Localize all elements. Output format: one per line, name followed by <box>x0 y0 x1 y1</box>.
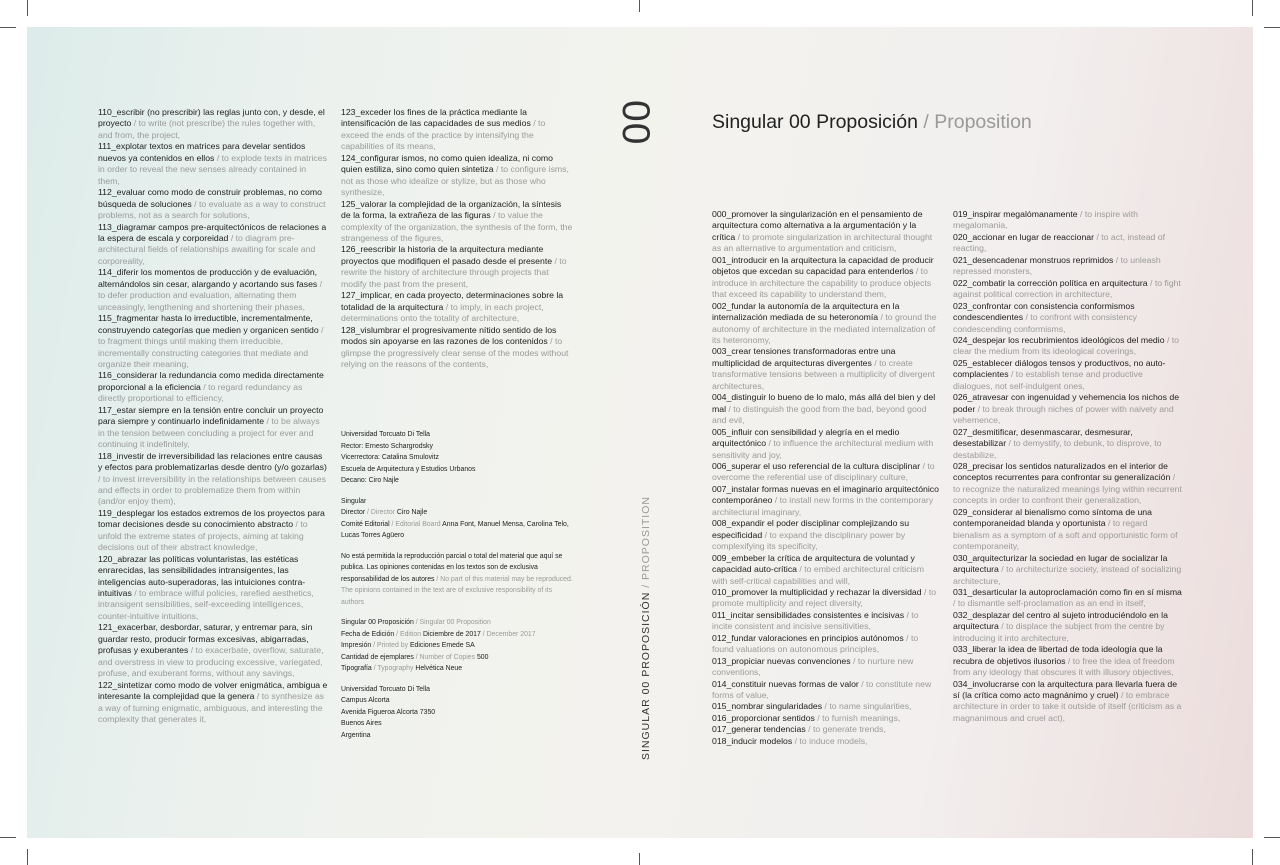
manifesto-entry <box>712 610 940 633</box>
page-title <box>712 111 1032 134</box>
entry-text-en: / to ground the autonomy of architecture in the mediated internalization of its heteronomy, <box>712 312 937 345</box>
entry-text-en: / to distinguish the good from the bad, beyond good and evil, <box>712 403 927 426</box>
entry-text-en: / to unfold the extreme states of projects, aiming at taking decisions out of their abstract knowledge, <box>98 519 308 553</box>
manifesto-entry <box>341 325 573 371</box>
manifesto-entry <box>712 724 940 735</box>
column-2 <box>341 107 573 370</box>
credit-label-en: / Typography <box>371 665 414 672</box>
entry-text-es: 020_accionar en lugar de reaccionar <box>953 231 1095 242</box>
manifesto-entry <box>953 587 1183 610</box>
entry-text-en: / to constitute new forms of value, <box>712 678 932 701</box>
manifesto-entry <box>341 199 573 245</box>
credit-line: Escuela de Arquitectura y Estudios Urbanos <box>341 465 476 473</box>
entry-text-es: 119_desplegar los estados extremos de los proyectos para tomar decisiones desde su conocimiento abstracto <box>98 507 325 530</box>
entry-text-en: / to act, instead of reacting, <box>953 231 1166 254</box>
credit-value: Ediciones Emede SA <box>408 642 475 649</box>
entry-text-es: 034_involucrarse con la arquitectura para llevarla fuera de sí (la crítica como acto magnánimo y cruel) <box>953 678 1178 701</box>
entry-text-es: 128_vislumbrar el progresivamente nítido sentido de los modos sin apoyarse en las razones de los contenidos <box>341 324 557 347</box>
manifesto-entry <box>953 644 1183 678</box>
entry-text-en: / to embed architectural criticism with self-critical capabilities and will, <box>712 564 924 586</box>
credit-label: Tipografía <box>341 665 372 672</box>
manifesto-entry <box>712 679 940 702</box>
entry-text-en: / to promote singularization in architectural thought as an alternative to argumentation and criticism, <box>712 231 933 254</box>
manifesto-entry <box>953 335 1183 358</box>
manifesto-entry <box>953 507 1183 553</box>
entry-text-es: 120_abrazar las políticas voluntaristas, las estéticas enrarecidas, las sensibilidades intransigentes, las inteligencias auto-superadoras, las intuiciones contra-intuitivas <box>98 553 306 599</box>
entry-text-en: / to fragment things until making them irreducible, incrementally constructing categories that mediate and organize their meaning, <box>98 324 324 369</box>
manifesto-entry <box>98 370 328 404</box>
credit-label: Singular 00 Proposición <box>341 619 414 626</box>
credits-singular <box>341 496 573 542</box>
credit-label-en: / Editorial Board <box>389 520 441 528</box>
credit-line: Vicerrectora: Catalina Smulovitz <box>341 454 439 461</box>
entry-text-es: 114_diferir los momentos de producción y de evaluación, alternándolos sin cesar, alargando y acortando sus fases <box>98 267 318 289</box>
manifesto-entry <box>98 680 328 726</box>
manifesto-entry <box>98 267 328 313</box>
manifesto-entry <box>712 427 940 461</box>
vertical-title-en: / PROPOSITION <box>640 496 652 592</box>
crop-mark <box>1252 849 1253 865</box>
entry-text-en: / to install new forms in the contemporary architectural imaginary, <box>712 495 934 517</box>
entry-text-en: / to evaluate as a way to construct problems, not as a search for solutions, <box>98 198 326 221</box>
entry-text-es: 010_promover la multiplicidad y rechazar la diversidad <box>712 586 922 597</box>
vertical-title-es: SINGULAR 00 PROPOSICIÓN <box>640 591 652 760</box>
entry-text-es: 005_influir con sensibilidad y alegría en el medio arquitectónico <box>712 426 900 449</box>
manifesto-entry <box>712 633 940 656</box>
column-5 <box>953 209 1183 724</box>
credit-value: Diciembre de 2017 <box>421 630 481 638</box>
entry-text-es: 012_fundar valoraciones en principios autónomos <box>712 632 904 643</box>
credit-label: Fecha de Edición <box>341 630 395 638</box>
crop-mark <box>639 0 640 12</box>
entry-text-en: / to clear the medium from its ideological coverings, <box>953 334 1180 357</box>
credit-label-en: / Singular 00 Proposition <box>413 619 491 626</box>
entry-text-es: 000_promover la singularización en el pensamiento de arquitectura como alternativa a la argumentación y la crítica <box>712 209 923 242</box>
entry-text-es: 125_valorar la complejidad de la organización, la síntesis de la forma, la extrañeza de las figuras <box>341 198 562 221</box>
manifesto-entry <box>341 244 573 290</box>
entry-text-es: 001_introducir en la arquitectura la capacidad de producir objetos que excedan su capacidad para entenderlos <box>712 254 934 277</box>
entry-text-es: 127_implicar, en cada proyecto, determinaciones sobre la totalidad de la arquitectura <box>341 290 564 312</box>
entry-text-es: 121_exacerbar, desbordar, saturar, y entremar para, sin guardar resto, producir formas excesivas, abigarradas, profusas y exuberantes <box>98 622 313 656</box>
manifesto-entry <box>953 255 1183 278</box>
manifesto-entry <box>712 701 940 712</box>
manifesto-entry <box>341 290 573 324</box>
manifesto-entry <box>98 222 328 268</box>
entry-text-es: 115_fragmentar hasta lo irreductible, incrementalmente, construyendo categorías que medien y organicen sentido <box>98 313 319 335</box>
legal-text: No está permitida la reproducción parcial o total del material que aquí se publica. Las opiniones contenidas en los textos son de exclusiva responsabilidad de los autores <box>341 552 563 583</box>
entry-text-es: 031_desarticular la autoproclamación como fin en sí misma <box>953 586 1182 597</box>
entry-text-en: / to expand the disciplinary power by complexifying its specificity, <box>712 529 906 552</box>
column-1 <box>98 107 328 725</box>
manifesto-entry <box>98 451 328 508</box>
entry-text-en: / to unleash repressed monsters, <box>953 254 1161 277</box>
manifesto-entry <box>98 313 328 370</box>
manifesto-entry <box>712 518 940 552</box>
credits-address <box>341 684 573 742</box>
entry-text-es: 024_despejar los recubrimientos ideológicos del medio <box>953 334 1165 345</box>
manifesto-entry <box>953 679 1183 725</box>
entry-text-en: / to defer production and evaluation, alternating them unceasingly, lengthening and shortening their phases, <box>98 278 323 312</box>
manifesto-entry <box>953 610 1183 644</box>
entry-text-en: / to create transformative tensions between a multiplicity of divergent architectures, <box>712 357 935 391</box>
entry-text-es: 122_sintetizar como modo de volver enigmática, ambigua e interesante la complejidad que la genera <box>98 679 328 702</box>
entry-text-en: / to nurture new conventions, <box>712 655 914 678</box>
entry-text-en: / to regard bienalism as a symptom of a soft and opportunistic form of contemporaneity, <box>953 518 1178 552</box>
entry-text-en: / to break through niches of power with naivety and vehemence, <box>953 403 1174 426</box>
crop-mark <box>1252 0 1253 16</box>
entry-text-en: / to write (not prescribe) the rules together with, and from, the project, <box>98 118 316 140</box>
credit-line: Decano: Ciro Najle <box>341 477 399 484</box>
credit-label: Cantidad de ejemplares <box>341 653 414 661</box>
address-line: Argentina <box>341 731 371 739</box>
page-title-en: / Proposition <box>917 111 1032 133</box>
entry-text-en: / to confront with consistency condescending conformisms, <box>953 312 1138 334</box>
entry-text-en: / to be always in the tension between concluding a project for ever and continuing it indefinitely, <box>98 416 320 450</box>
credit-label: Director <box>341 509 366 516</box>
address-line: Campus Alcorta <box>341 697 390 704</box>
entry-text-en: / to configure isms, not as those who idealize or stylize, but as those who synthesize, <box>341 164 569 198</box>
legal-text-en: / No part of this material may be reproduced. The opinions contained in the text are of exclusive responsibility of its authors <box>341 575 573 606</box>
entry-text-en: / to glimpse the progressively clear sense of the modes without relying on the reasons of the contents, <box>341 336 569 369</box>
entry-text-es: 019_inspirar megalómanamente <box>953 209 1078 219</box>
entry-text-en: / to induce models, <box>792 735 868 746</box>
entry-text-en: / to rewrite the history of architecture through projects that modify the past from the present, <box>341 255 567 289</box>
entry-text-es: 004_distinguir lo bueno de lo malo, más allá del bien y del mal <box>712 392 936 414</box>
entry-text-es: 033_liberar la idea de libertad de toda ideología que la recubra de objetivos ilusorios <box>953 644 1163 666</box>
credits-block <box>341 429 573 750</box>
credit-value: 500 <box>475 653 489 661</box>
issue-number: 00 <box>614 100 657 146</box>
manifesto-entry <box>98 107 328 141</box>
entry-text-en: / to dismantle self-proclamation as an end in itself, <box>953 598 1146 609</box>
entry-text-en: / to influence the architectural medium with sensitivity and joy, <box>712 438 934 460</box>
entry-text-es: 113_diagramar campos pre-arquitectónicos de relaciones a la espera de escala y corporeidad <box>98 221 327 243</box>
entry-text-es: 008_expandir el poder disciplinar complejizando su especificidad <box>712 518 910 540</box>
entry-text-es: 029_considerar al bienalismo como síntoma de una contemporaneidad blanda y oportunista <box>953 506 1152 529</box>
manifesto-entry <box>953 209 1183 232</box>
credit-value-en: / December 2017 <box>480 630 536 638</box>
manifesto-entry <box>712 255 940 301</box>
entry-text-en: / to promote multiplicity and reject diversity, <box>712 586 937 609</box>
manifesto-entry <box>953 278 1183 301</box>
entry-text-es: 018_inducir modelos <box>712 735 793 746</box>
entry-text-es: 030_arquitecturizar la sociedad en lugar de socializar la arquitectura <box>953 552 1168 575</box>
entry-text-en: / to overcome the referential use of disciplinary culture, <box>712 460 935 483</box>
entry-text-en: / to incite consistent and incisive sensitivities, <box>712 609 919 632</box>
entry-text-es: 111_explotar textos en matrices para develar sentidos nuevos ya contenidos en ellos <box>98 141 306 163</box>
entry-text-es: 116_considerar la redundancia como medida directamente proporcional a la eficiencia <box>98 370 324 392</box>
address-line: Avenida Figueroa Alcorta 7350 <box>341 708 436 716</box>
credit-label-en: / Printed by <box>371 642 409 649</box>
entry-text-es: 126_reescribir la historia de la arquitectura mediante proyectos que modifiquen el pasado desde el presente <box>341 244 553 266</box>
entry-text-es: 017_generar tendencias <box>712 724 806 735</box>
credit-line: Universidad Torcuato Di Tella <box>341 431 430 438</box>
entry-text-en: / to demystify, to debunk, to disprove, to destabilize, <box>953 438 1162 460</box>
credit-label: Impresión <box>341 642 372 649</box>
entry-text-en: / to exacerbate, overflow, saturate, and overstress in view to producing excessive, variegated, profuse, and exuberant forms, without any savings, <box>98 645 324 679</box>
manifesto-entry <box>953 553 1183 587</box>
entry-text-en: / to fight against political correction in architecture, <box>953 277 1181 300</box>
book-spread <box>27 27 1253 838</box>
entry-text-es: 025_establecer diálogos tensos y productivos, no auto-complacientes <box>953 357 1166 380</box>
entry-text-en: / to free the idea of freedom from any ideology that obscures it with illusory objectives, <box>953 655 1175 678</box>
credit-value: Anna Font, Manuel Mensa, Carolina Telo, Lucas Torres Agüero <box>341 520 569 539</box>
entry-text-es: 015_nombrar singularidades <box>712 701 823 712</box>
credit-line: Rector: Ernesto Schargrodsky <box>341 442 433 450</box>
column-4 <box>712 209 940 747</box>
credit-label: Comité Editorial <box>341 520 390 528</box>
entry-text-es: 011_incitar sensibilidades consistentes e incisivas <box>712 609 905 620</box>
entry-text-en: / to introduce in architecture the capability to produce objects that exceed its capability to understand them, <box>712 266 932 300</box>
manifesto-entry <box>341 153 573 199</box>
manifesto-entry <box>341 107 573 153</box>
credit-value: Ciro Najle <box>395 509 428 516</box>
entry-text-en: / to diagram pre-architectural fields of relationships awaiting for scale and corporeality, <box>98 232 316 266</box>
manifesto-entry <box>712 713 940 724</box>
page-title-es: Singular 00 Proposición <box>712 111 918 133</box>
entry-text-es: 032_desplazar del centro al sujeto introduciéndolo en la arquitectura <box>953 609 1168 632</box>
entry-text-en: / to name singularities, <box>822 701 912 712</box>
credit-label-en: / Director <box>365 509 395 516</box>
crop-mark <box>0 27 16 28</box>
entry-text-es: 009_embeber la crítica de arquitectura de voluntad y capacidad auto-crítica <box>712 552 915 575</box>
address-line: Universidad Torcuato Di Tella <box>341 685 430 693</box>
manifesto-entry <box>98 405 328 451</box>
entry-text-es: 022_combatir la corrección política en arquitectura <box>953 277 1148 288</box>
entry-text-es: 110_escribir (no prescribir) las reglas junto con, y desde, el proyecto <box>98 107 325 129</box>
credit-label-en: / Edition <box>394 630 422 638</box>
entry-text-es: 014_constituir nuevas formas de valor <box>712 678 859 689</box>
entry-text-es: 118_investir de irreversibilidad las relaciones entre causas y efectos para problematizarlas desde dentro (y/o gozarlas) <box>98 450 327 473</box>
manifesto-entry <box>712 484 940 518</box>
crop-mark <box>1264 837 1280 838</box>
entry-text-en: / to synthesize as a way of turning enigmatic, ambiguous, and interesting the complexity that generates it, <box>98 691 325 725</box>
manifesto-entry <box>953 232 1183 255</box>
entry-text-en: / to value the complexity of the organization, the synthesis of the form, the strangeness of the figures, <box>341 210 573 243</box>
manifesto-entry <box>98 141 328 187</box>
manifesto-entry <box>712 553 940 587</box>
entry-text-es: 013_propiciar nuevas convenciones <box>712 655 851 666</box>
entry-text-en: / to regard redundancy as directly proportional to efficiency, <box>98 381 303 404</box>
manifesto-entry <box>953 427 1183 461</box>
manifesto-entry <box>712 301 940 347</box>
entry-text-en: / to inspire with megalomania, <box>953 209 1138 231</box>
entry-text-es: 027_desmitificar, desenmascarar, desmesurar, desestabilizar <box>953 426 1133 449</box>
entry-text-es: 007_instalar formas nuevas en el imaginario arquitectónico contemporáneo <box>712 483 939 506</box>
manifesto-entry <box>98 508 328 554</box>
manifesto-entry <box>712 587 940 610</box>
entry-text-en: / to explode texts in matrices in order to reveal the new senses already contained in them, <box>98 152 327 186</box>
entry-text-es: 002_fundar la autonomía de la arquitectura en la internalización mediada de su heteronomía <box>712 300 900 323</box>
entry-text-en: / to found valuations on autonomous principles, <box>712 632 919 655</box>
manifesto-entry <box>98 187 328 221</box>
entry-text-es: 003_crear tensiones transformadoras entre una multiplicidad de arquitecturas divergentes <box>712 346 896 368</box>
crop-mark <box>639 853 640 865</box>
entry-text-es: 026_atravesar con ingenuidad y vehemencia los nichos de poder <box>953 392 1180 414</box>
credits-university <box>341 429 573 487</box>
entry-text-en: / to establish tense and productive dialogues, not self-indulgent ones, <box>953 369 1143 391</box>
entry-text-en: / to furnish meanings, <box>814 712 901 723</box>
manifesto-entry <box>712 209 940 255</box>
entry-text-en: / to embrace architecture in order to take it outside of itself (criticism as a magnanimous and cruel act), <box>953 690 1182 723</box>
manifesto-entry <box>953 461 1183 507</box>
entry-text-en: / to recognize the naturalized meanings lying within recurrent concepts in order to confront their generalization, <box>953 472 1182 506</box>
entry-text-es: 021_desencadenar monstruos reprimidos <box>953 254 1114 265</box>
credits-legal <box>341 551 573 609</box>
entry-text-es: 112_evaluar como modo de construir problemas, no como búsqueda de soluciones <box>98 187 322 209</box>
manifesto-entry <box>712 461 940 484</box>
vertical-running-title <box>640 496 652 760</box>
address-line: Buenos Aires <box>341 720 382 727</box>
entry-text-es: 016_proporcionar sentidos <box>712 712 815 723</box>
entry-text-es: 006_superar el uso referencial de la cultura disciplinar <box>712 460 921 471</box>
manifesto-entry <box>712 736 940 747</box>
entry-text-en: / to generate trends, <box>805 724 886 735</box>
entry-text-en: / to invest irreversibility in the relationships between causes and effects in order to problematize them from within (and/or enjoy them), <box>98 473 326 507</box>
crop-mark <box>1264 27 1280 28</box>
entry-text-en: / to embrace wilful policies, rarefied aesthetics, intransigent sensibilities, self-exceeding intelligences, counter-intuitive intuitions, <box>98 588 314 621</box>
manifesto-entry <box>953 301 1183 335</box>
crop-mark <box>0 837 16 838</box>
credit-value: Helvética Neue <box>413 665 463 672</box>
crop-mark <box>27 849 28 865</box>
crop-mark <box>27 0 28 16</box>
entry-text-en: / to exceed the ends of the practice by intensifying the capabilities of its means, <box>341 118 546 152</box>
entry-text-es: 123_exceder los fines de la práctica mediante la intensificación de las capacidades de sus medios <box>341 107 531 129</box>
entry-text-es: 117_estar siempre en la tensión entre concluir un proyecto para siempre y continuarlo indefinidamente <box>98 404 324 427</box>
entry-text-en: / to displace the subject from the centre by introducing it into architecture, <box>953 621 1165 643</box>
manifesto-entry <box>953 358 1183 392</box>
manifesto-entry <box>98 554 328 623</box>
manifesto-entry <box>712 346 940 392</box>
entry-text-en: / to imply, in each project, determinations onto the totality of architecture, <box>341 301 544 324</box>
manifesto-entry <box>712 656 940 679</box>
credit-label-en: / Number of Copies <box>413 653 476 661</box>
manifesto-entry <box>98 622 328 679</box>
entry-text-es: 023_confrontar con consistencia conformismos condescendientes <box>953 300 1135 323</box>
entry-text-es: 028_precisar los sentidos naturalizados en el interior de conceptos recurrentes para confrontar su generalización <box>953 460 1171 483</box>
credit-line: Singular <box>341 497 367 505</box>
manifesto-entry <box>953 392 1183 426</box>
credits-edition <box>341 617 573 675</box>
manifesto-entry <box>712 392 940 426</box>
entry-text-en: / to architecturize society, instead of socializing architecture, <box>953 564 1182 586</box>
entry-text-es: 124_configurar ismos, no como quien idealiza, ni como quien estiliza, sino como quien sintetiza <box>341 152 553 175</box>
